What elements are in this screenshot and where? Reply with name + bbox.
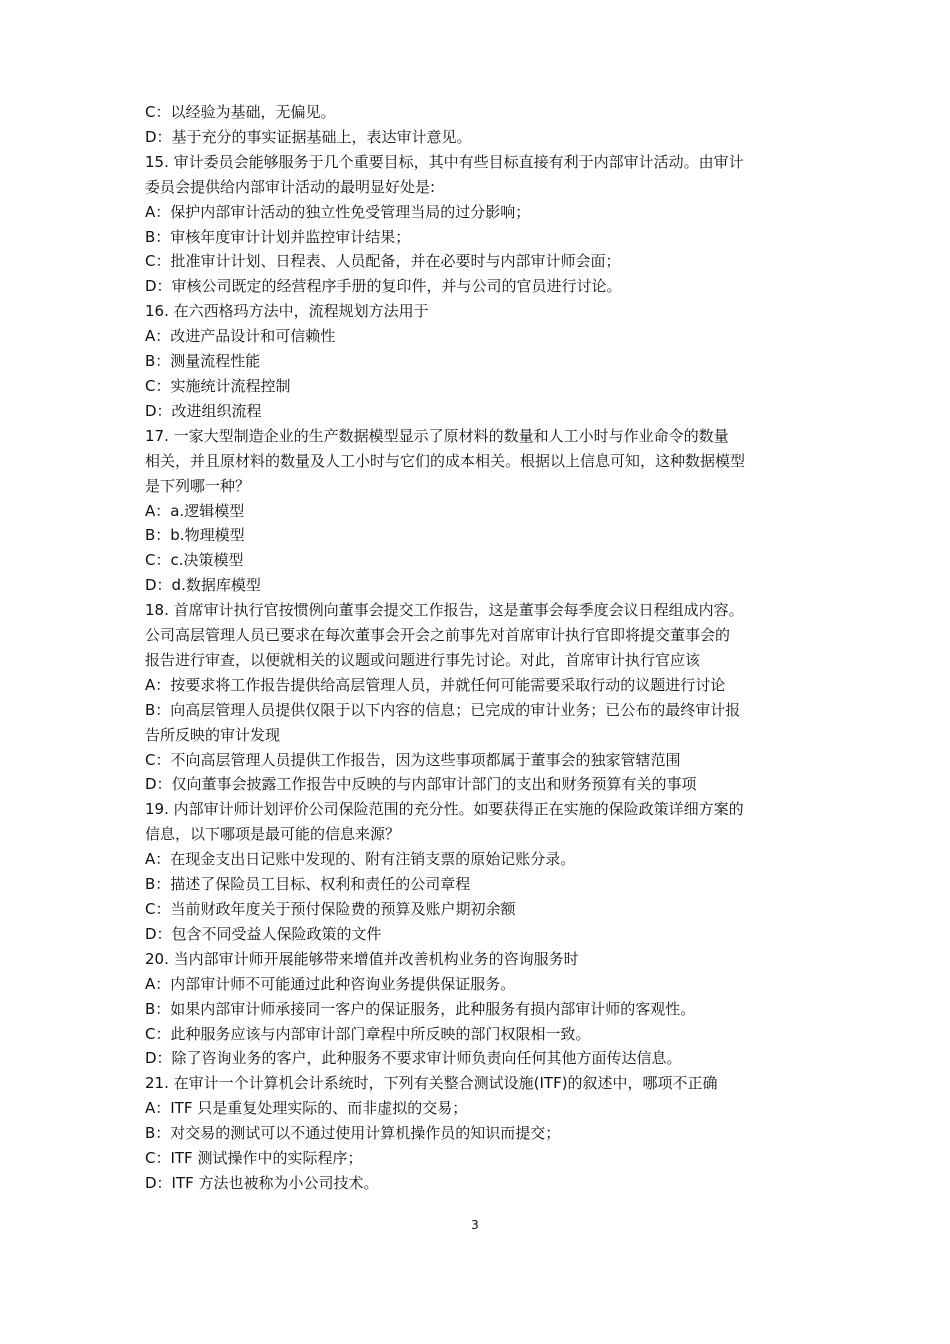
text-line: C：实施统计流程控制 <box>145 376 291 395</box>
text-line: A：在现金支出日记账中发现的、附有注销支票的原始记账分录。 <box>145 850 576 869</box>
text-line: A：ITF 只是重复处理实际的、而非虚拟的交易； <box>145 1099 468 1118</box>
text-line: 告所反映的审计发现 <box>145 725 281 744</box>
text-line: D：改进组织流程 <box>145 401 262 420</box>
document-body <box>145 100 815 1196</box>
text-line: 是下列哪一种？ <box>145 476 251 495</box>
text-line: 17. 一家大型制造企业的生产数据模型显示了原材料的数量和人工小时与作业命令的数量 <box>145 426 729 445</box>
text-line: 18. 首席审计执行官按惯例向董事会提交工作报告，这是董事会每季度会议日程组成内容。 <box>145 601 744 620</box>
text-line: A：a.逻辑模型 <box>145 501 245 520</box>
text-line: B：描述了保险员工目标、权利和责任的公司章程 <box>145 875 471 894</box>
text-line: D：仅向董事会披露工作报告中反映的与内部审计部门的支出和财务预算有关的事项 <box>145 775 697 794</box>
text-line: D：包含不同受益人保险政策的文件 <box>145 924 382 943</box>
text-line: B：对交易的测试可以不通过使用计算机操作员的知识而提交； <box>145 1124 561 1143</box>
text-line: 20. 当内部审计师开展能够带来增值并改善机构业务的咨询服务时 <box>145 949 579 968</box>
text-line: D：基于充分的事实证据基础上，表达审计意见。 <box>145 127 472 146</box>
text-line: D：审核公司既定的经营程序手册的复印件，并与公司的官员进行讨论。 <box>145 277 622 296</box>
text-line: 16. 在六西格玛方法中，流程规划方法用于 <box>145 302 429 321</box>
text-line: A：按要求将工作报告提供给高层管理人员，并就任何可能需要采取行动的议题进行讨论 <box>145 675 726 694</box>
text-line: 21. 在审计一个计算机会计系统时，下列有关整合测试设施(ITF)的叙述中，哪项不正确 <box>145 1074 718 1093</box>
text-line: B：b.物理模型 <box>145 526 245 545</box>
text-line: A：保护内部审计活动的独立性免受管理当局的过分影响； <box>145 202 531 221</box>
text-line: C：以经验为基础，无偏见。 <box>145 103 336 121</box>
text-line: C：ITF 测试操作中的实际程序； <box>145 1149 363 1168</box>
text-line: 公司高层管理人员已要求在每次董事会开会之前事先对首席审计执行官即将提交董事会的 <box>145 626 731 645</box>
text-line: D：除了咨询业务的客户，此种服务不要求审计师负责向任何其他方面传达信息。 <box>145 1049 682 1068</box>
text-line: 15. 审计委员会能够服务于几个重要目标，其中有些目标直接有利于内部审计活动。由审计 <box>145 152 744 171</box>
text-line: D：d.数据库模型 <box>145 576 261 595</box>
text-line: D：ITF 方法也被称为小公司技术。 <box>145 1173 379 1192</box>
text-line: 信息，以下哪项是最可能的信息来源？ <box>145 825 401 844</box>
text-line: C：当前财政年度关于预付保险费的预算及账户期初余额 <box>145 900 516 918</box>
text-line: B：如果内部审计师承接同一客户的保证服务，此种服务有损内部审计师的客观性。 <box>145 999 696 1018</box>
text-line: C：批准审计计划、日程表、人员配备，并在必要时与内部审计师会面； <box>145 252 621 271</box>
text-line: B：测量流程性能 <box>145 352 261 371</box>
text-line: 相关，并且原材料的数量及人工小时与它们的成本相关。根据以上信息可知，这种数据模型 <box>145 451 746 470</box>
text-line: C：此种服务应该与内部审计部门章程中所反映的部门权限相一致。 <box>145 1024 591 1043</box>
page-number: 3 <box>471 1218 479 1232</box>
text-line: A：内部审计师不可能通过此种咨询业务提供保证服务。 <box>145 974 516 993</box>
text-line: C：不向高层管理人员提供工作报告，因为这些事项都属于董事会的独家管辖范围 <box>145 750 681 769</box>
text-line: 19. 内部审计师计划评价公司保险范围的充分性。如要获得正在实施的保险政策详细方案的 <box>145 800 744 819</box>
text-line: 报告进行审查，以便就相关的议题或问题进行事先讨论。对此，首席审计执行官应该 <box>145 650 701 669</box>
text-line: C：c.决策模型 <box>145 551 244 570</box>
text-line: A：改进产品设计和可信赖性 <box>145 327 336 346</box>
text-line: B：审核年度审计计划并监控审计结果； <box>145 227 411 246</box>
text-line: B：向高层管理人员提供仅限于以下内容的信息；已完成的审计业务；已公布的最终审计报 <box>145 700 741 719</box>
text-line: 委员会提供给内部审计活动的最明显好处是: <box>145 177 436 196</box>
